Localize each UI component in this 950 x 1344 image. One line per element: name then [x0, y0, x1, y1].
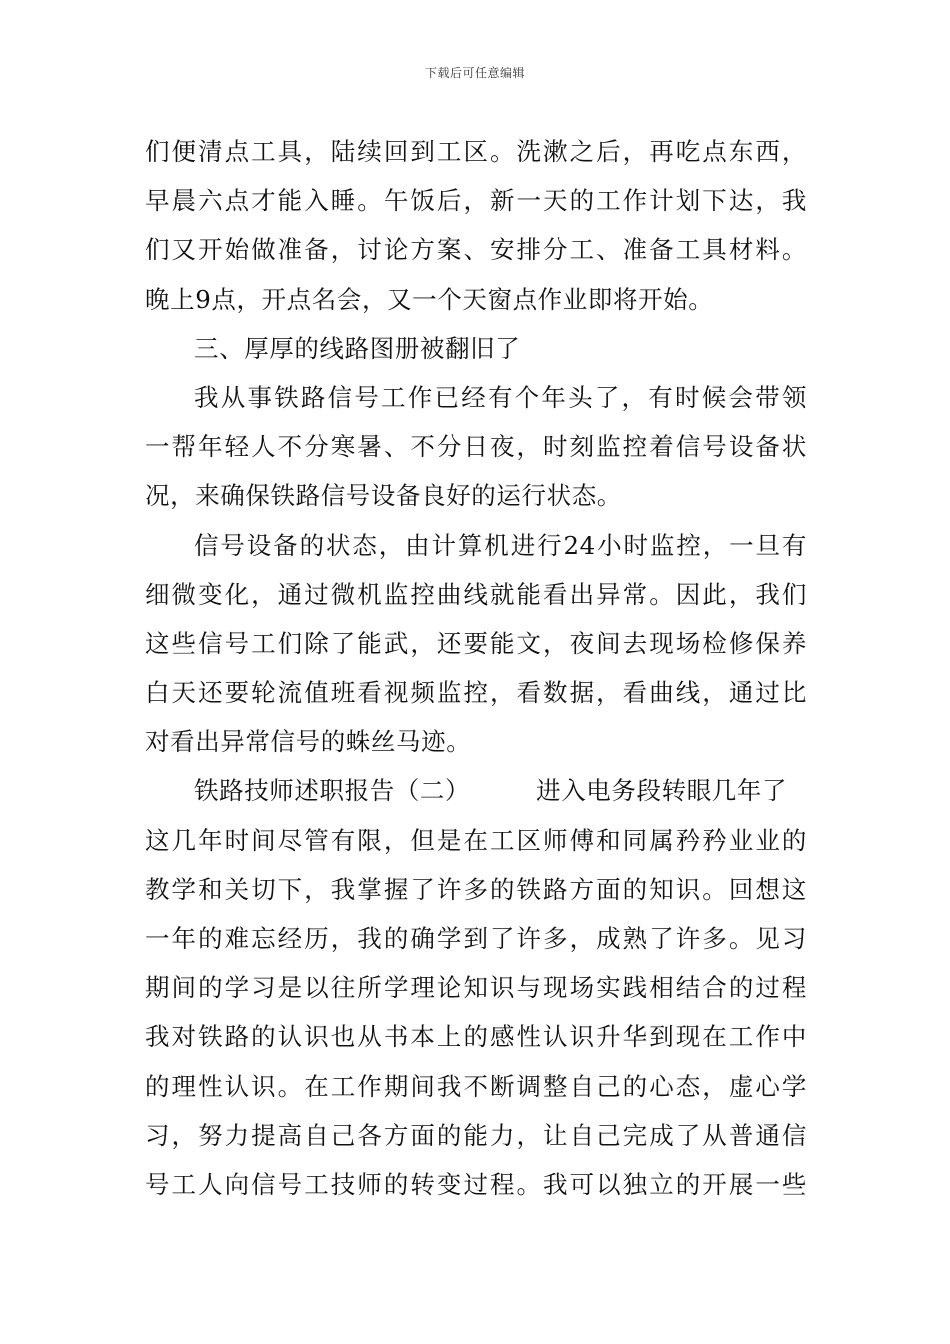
- text-line: 一年的难忘经历，我的确学到了许多，成熟了许多。见习: [145, 924, 807, 953]
- text-line: 晚上9点，开点名会，又一个天窗点作业即将开始。: [145, 284, 714, 314]
- report-title-line: [145, 766, 807, 815]
- document-body: [145, 127, 807, 1209]
- text-line: 的理性认识。在工作期间我不断调整自己的心态，虚心学: [145, 1071, 807, 1101]
- text-line: 号工人向信号工技师的转变过程。我可以独立的开展一些: [145, 1169, 807, 1199]
- report-intro: 进入电务段转眼几年了: [536, 776, 788, 806]
- page-header: 下载后可任意编辑: [424, 66, 525, 80]
- report-title: 铁路技师述职报告（二）: [194, 776, 471, 806]
- text-line: 对看出异常信号的蛛丝马迹。: [145, 727, 472, 757]
- paragraph-start-line: 信号设备的状态，由计算机进行24小时监控，一旦有: [194, 530, 807, 560]
- text-line: 教学和关切下，我掌握了许多的铁路方面的知识。回想这: [145, 874, 807, 904]
- text-line: 习，努力提高自己各方面的能力，让自己完成了从普通信: [145, 1120, 807, 1150]
- text-line: 期间的学习是以往所学理论知识与现场实践相结合的过程: [145, 973, 807, 1003]
- paragraph-start-line: 我从事铁路信号工作已经有个年头了，有时候会带领: [194, 382, 807, 412]
- section-heading: 三、厚厚的线路图册被翻旧了: [194, 333, 521, 363]
- text-line: 况，来确保铁路信号设备良好的运行状态。: [145, 481, 622, 511]
- text-line: 们又开始做准备，讨论方案、安排分工、准备工具材料。: [145, 235, 807, 265]
- text-line: 这些信号工们除了能武，还要能文，夜间去现场检修保养: [145, 628, 807, 658]
- text-line: 我对铁路的认识也从书本上的感性认识升华到现在工作中: [145, 1022, 807, 1052]
- text-line: 细微变化，通过微机监控曲线就能看出异常。因此，我们: [145, 579, 807, 609]
- text-line: 这几年时间尽管有限，但是在工区师傅和同属矜矜业业的: [145, 825, 807, 855]
- text-line: 一帮年轻人不分寒暑、不分日夜，时刻监控着信号设备状: [145, 432, 807, 462]
- text-line: 们便清点工具，陆续回到工区。洗漱之后，再吃点东西，: [145, 137, 807, 166]
- text-line: 白天还要轮流值班看视频监控，看数据，看曲线，通过比: [145, 678, 807, 708]
- text-line: 早晨六点才能入睡。午饭后，新一天的工作计划下达，我: [145, 186, 807, 216]
